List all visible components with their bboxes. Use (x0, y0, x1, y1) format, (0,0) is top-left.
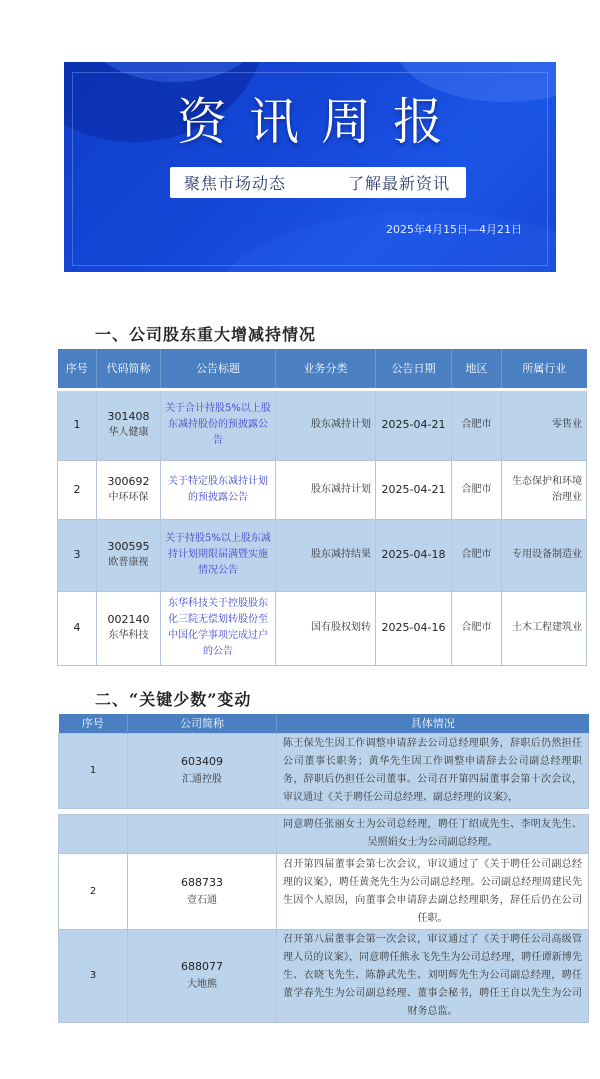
header-code-name: 代码简称 (97, 349, 161, 389)
announcement-title-link[interactable]: 关于特定股东减持计划的预披露公告 (161, 460, 276, 519)
row-company (128, 930, 277, 1023)
row-index: 4 (58, 591, 97, 665)
header-category: 业务分类 (276, 349, 376, 389)
row-region: 合肥市 (452, 389, 502, 460)
table-row (58, 460, 587, 519)
row-index: 2 (59, 854, 128, 930)
row-details: 召开第八届董事会第一次会议，审议通过了《关于聘任公司高级管理人员的议案》，同意聘任熊永飞先生为公司总经理，聘任谭新博先生、衣晓飞先生、陈静武先生、刘明辉先生为公司副总经理，聘任董学春先生为公司副总经理、董事会秘书，聘任王自以先生为公司财务总监。 (277, 930, 589, 1023)
row-date: 2025-04-18 (376, 519, 452, 591)
stock-name: 东华科技 (108, 630, 149, 641)
table-header-row (59, 714, 589, 733)
row-region: 合肥市 (452, 519, 502, 591)
row-details: 陈王保先生因工作调整申请辞去公司总经理职务，辞职后仍然担任公司董事长职务；黄华先生因工作调整申请辞去公司副总经理职务，辞职后仍担任公司董事。公司召开第四届董事会第十次会议，审议通过《关于聘任公司总经理、副总经理的议案》， (277, 733, 589, 808)
header-date: 公告日期 (376, 349, 452, 389)
row-company (128, 815, 277, 854)
row-date: 2025-04-21 (376, 460, 452, 519)
stock-name: 华人健康 (108, 427, 149, 438)
row-industry: 专用设备制造业 (502, 519, 587, 591)
row-category: 股东减持计划 (276, 389, 376, 460)
table-row (58, 389, 587, 460)
stock-name: 中环环保 (108, 491, 149, 503)
announcement-title-link[interactable]: 关于持股5%以上股东减持计划期限届满暨实施情况公告 (161, 519, 276, 591)
row-industry: 零售业 (502, 389, 587, 460)
row-code-name (97, 591, 161, 665)
stock-code: 603409 (181, 754, 223, 768)
row-index: 2 (58, 460, 97, 519)
row-code-name (97, 460, 161, 519)
stock-code: 301408 (107, 410, 150, 423)
announcement-title-link[interactable]: 东华科技关于控股股东化三院无偿划转股份至中国化学事项完成过户的公告 (161, 591, 276, 665)
banner-title: 资讯周报 (177, 93, 465, 151)
weekly-report-banner (64, 62, 556, 272)
row-index: 3 (59, 930, 128, 1023)
announcement-title-link[interactable]: 关于合计持股5%以上股东减持股份的预披露公告 (161, 389, 276, 460)
header-index: 序号 (58, 349, 97, 389)
row-company (128, 733, 277, 808)
header-industry: 所属行业 (502, 349, 587, 389)
stock-code: 002140 (107, 613, 150, 626)
table-row (58, 519, 587, 591)
row-category: 股东减持计划 (276, 460, 376, 519)
header-announcement-title: 公告标题 (161, 349, 276, 389)
row-code-name (97, 389, 161, 460)
stock-code: 300692 (107, 474, 150, 488)
row-industry: 土木工程建筑业 (502, 591, 587, 665)
stock-code: 688077 (181, 960, 223, 973)
row-category: 国有股权划转 (276, 591, 376, 665)
table-row-continuation (59, 815, 589, 854)
banner-subtitle-right: 了解最新资讯 (347, 174, 450, 193)
stock-name: 壹石通 (187, 894, 217, 906)
key-personnel-changes-table-continued (58, 814, 589, 1023)
row-code-name (97, 519, 161, 591)
row-category: 股东减持结果 (276, 519, 376, 591)
header-index: 序号 (59, 714, 128, 733)
stock-name: 大地熊 (187, 979, 217, 990)
section2-title: 二、“关键少数”变动 (95, 690, 252, 709)
table-row (58, 591, 587, 665)
stock-code: 688733 (181, 875, 223, 889)
stock-code: 300595 (107, 540, 150, 553)
banner-subtitle-box (170, 167, 466, 198)
row-details: 召开第四届董事会第七次会议，审议通过了《关于聘任公司副总经理的议案》，聘任黄尧先生为公司副总经理。公司副总经理周建民先生因个人原因，向董事会申请辞去副总经理职务，辞任后仍在公司任职。 (277, 854, 589, 930)
header-region: 地区 (452, 349, 502, 389)
row-index (59, 815, 128, 854)
shareholder-changes-table (57, 349, 587, 666)
row-industry: 生态保护和环境治理业 (502, 460, 587, 519)
row-index: 1 (58, 389, 97, 460)
row-index: 1 (59, 733, 128, 808)
row-date: 2025-04-21 (376, 389, 452, 460)
section1-title: 一、公司股东重大增减持情况 (95, 325, 317, 344)
row-index: 3 (58, 519, 97, 591)
header-details: 具体情况 (277, 714, 589, 733)
banner-date-range: 2025年4月15日—4月21日 (386, 223, 522, 236)
row-date: 2025-04-16 (376, 591, 452, 665)
table-header-row (58, 349, 587, 389)
banner-subtitle-left: 聚焦市场动态 (184, 174, 287, 193)
table-row (59, 930, 589, 1023)
table-row (59, 733, 589, 808)
row-region: 合肥市 (452, 591, 502, 665)
table-row (59, 854, 589, 930)
stock-name: 欧普康视 (108, 557, 149, 568)
header-company-name: 公司简称 (128, 714, 277, 733)
key-personnel-changes-table (58, 714, 589, 809)
stock-name: 汇通控股 (182, 773, 222, 785)
row-region: 合肥市 (452, 460, 502, 519)
row-details: 同意聘任张丽女士为公司总经理，聘任丁绍成先生、李明友先生、吴照娟女士为公司副总经理。 (277, 815, 589, 854)
row-company (128, 854, 277, 930)
